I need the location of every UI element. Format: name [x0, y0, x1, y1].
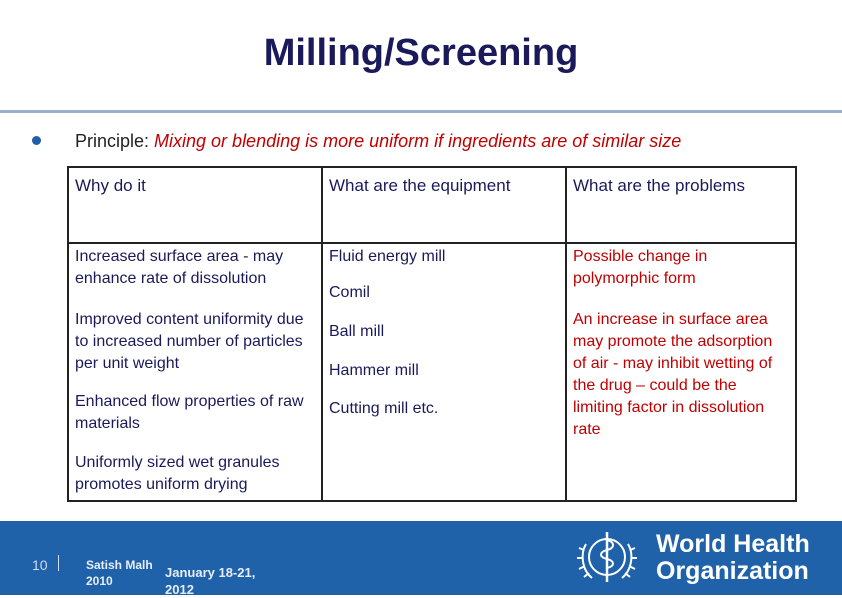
equipment-item: Hammer mill [329, 362, 419, 379]
why-item: Enhanced flow properties of raw materials [75, 393, 304, 432]
equipment-item: Comil [329, 284, 370, 301]
bullet-icon [32, 136, 41, 145]
title-divider [0, 110, 842, 113]
slide-title: Milling/Screening [263, 32, 579, 74]
why-item: Uniformly sized wet granules promotes uniform drying [75, 454, 280, 493]
principle-text: Mixing or blending is more uniform if ingredients are of similar size [154, 131, 682, 151]
problems-item: An increase in surface area may promote the adsorption of air - may inhibit wetting of the drug – could be the limiting factor in dissolution rate [573, 311, 773, 438]
page-number-divider [58, 555, 59, 571]
header-why: Why do it [68, 167, 322, 243]
equipment-item: Cutting mill etc. [329, 400, 439, 417]
principle-line [75, 131, 681, 152]
header-problems: What are the problems [566, 167, 796, 243]
presenter-name: Satish Malh [86, 558, 153, 572]
presenter-info [86, 557, 166, 589]
why-item: Improved content uniformity due to increased number of particles per unit weight [75, 311, 304, 372]
equipment-item: Fluid energy mill [329, 248, 446, 265]
page-number: 10 [32, 557, 48, 573]
presenter-year: 2010 [86, 574, 113, 588]
equipment-column [322, 243, 566, 501]
who-emblem-icon [574, 524, 640, 590]
milling-table [67, 166, 797, 502]
equipment-item: Ball mill [329, 323, 385, 340]
header-equipment: What are the equipment [322, 167, 566, 243]
org-name-line1: World Health [656, 530, 810, 558]
why-item: Increased surface area - may enhance rate of dissolution [75, 248, 284, 287]
why-column [68, 243, 322, 501]
problems-column [566, 243, 796, 501]
problems-item: Possible change in polymorphic form [573, 248, 708, 287]
org-name-line2: Organization [656, 557, 809, 585]
principle-label: Principle: [75, 131, 155, 151]
organization-name [656, 531, 810, 585]
presentation-date: January 18-21, 2012 [165, 565, 256, 597]
